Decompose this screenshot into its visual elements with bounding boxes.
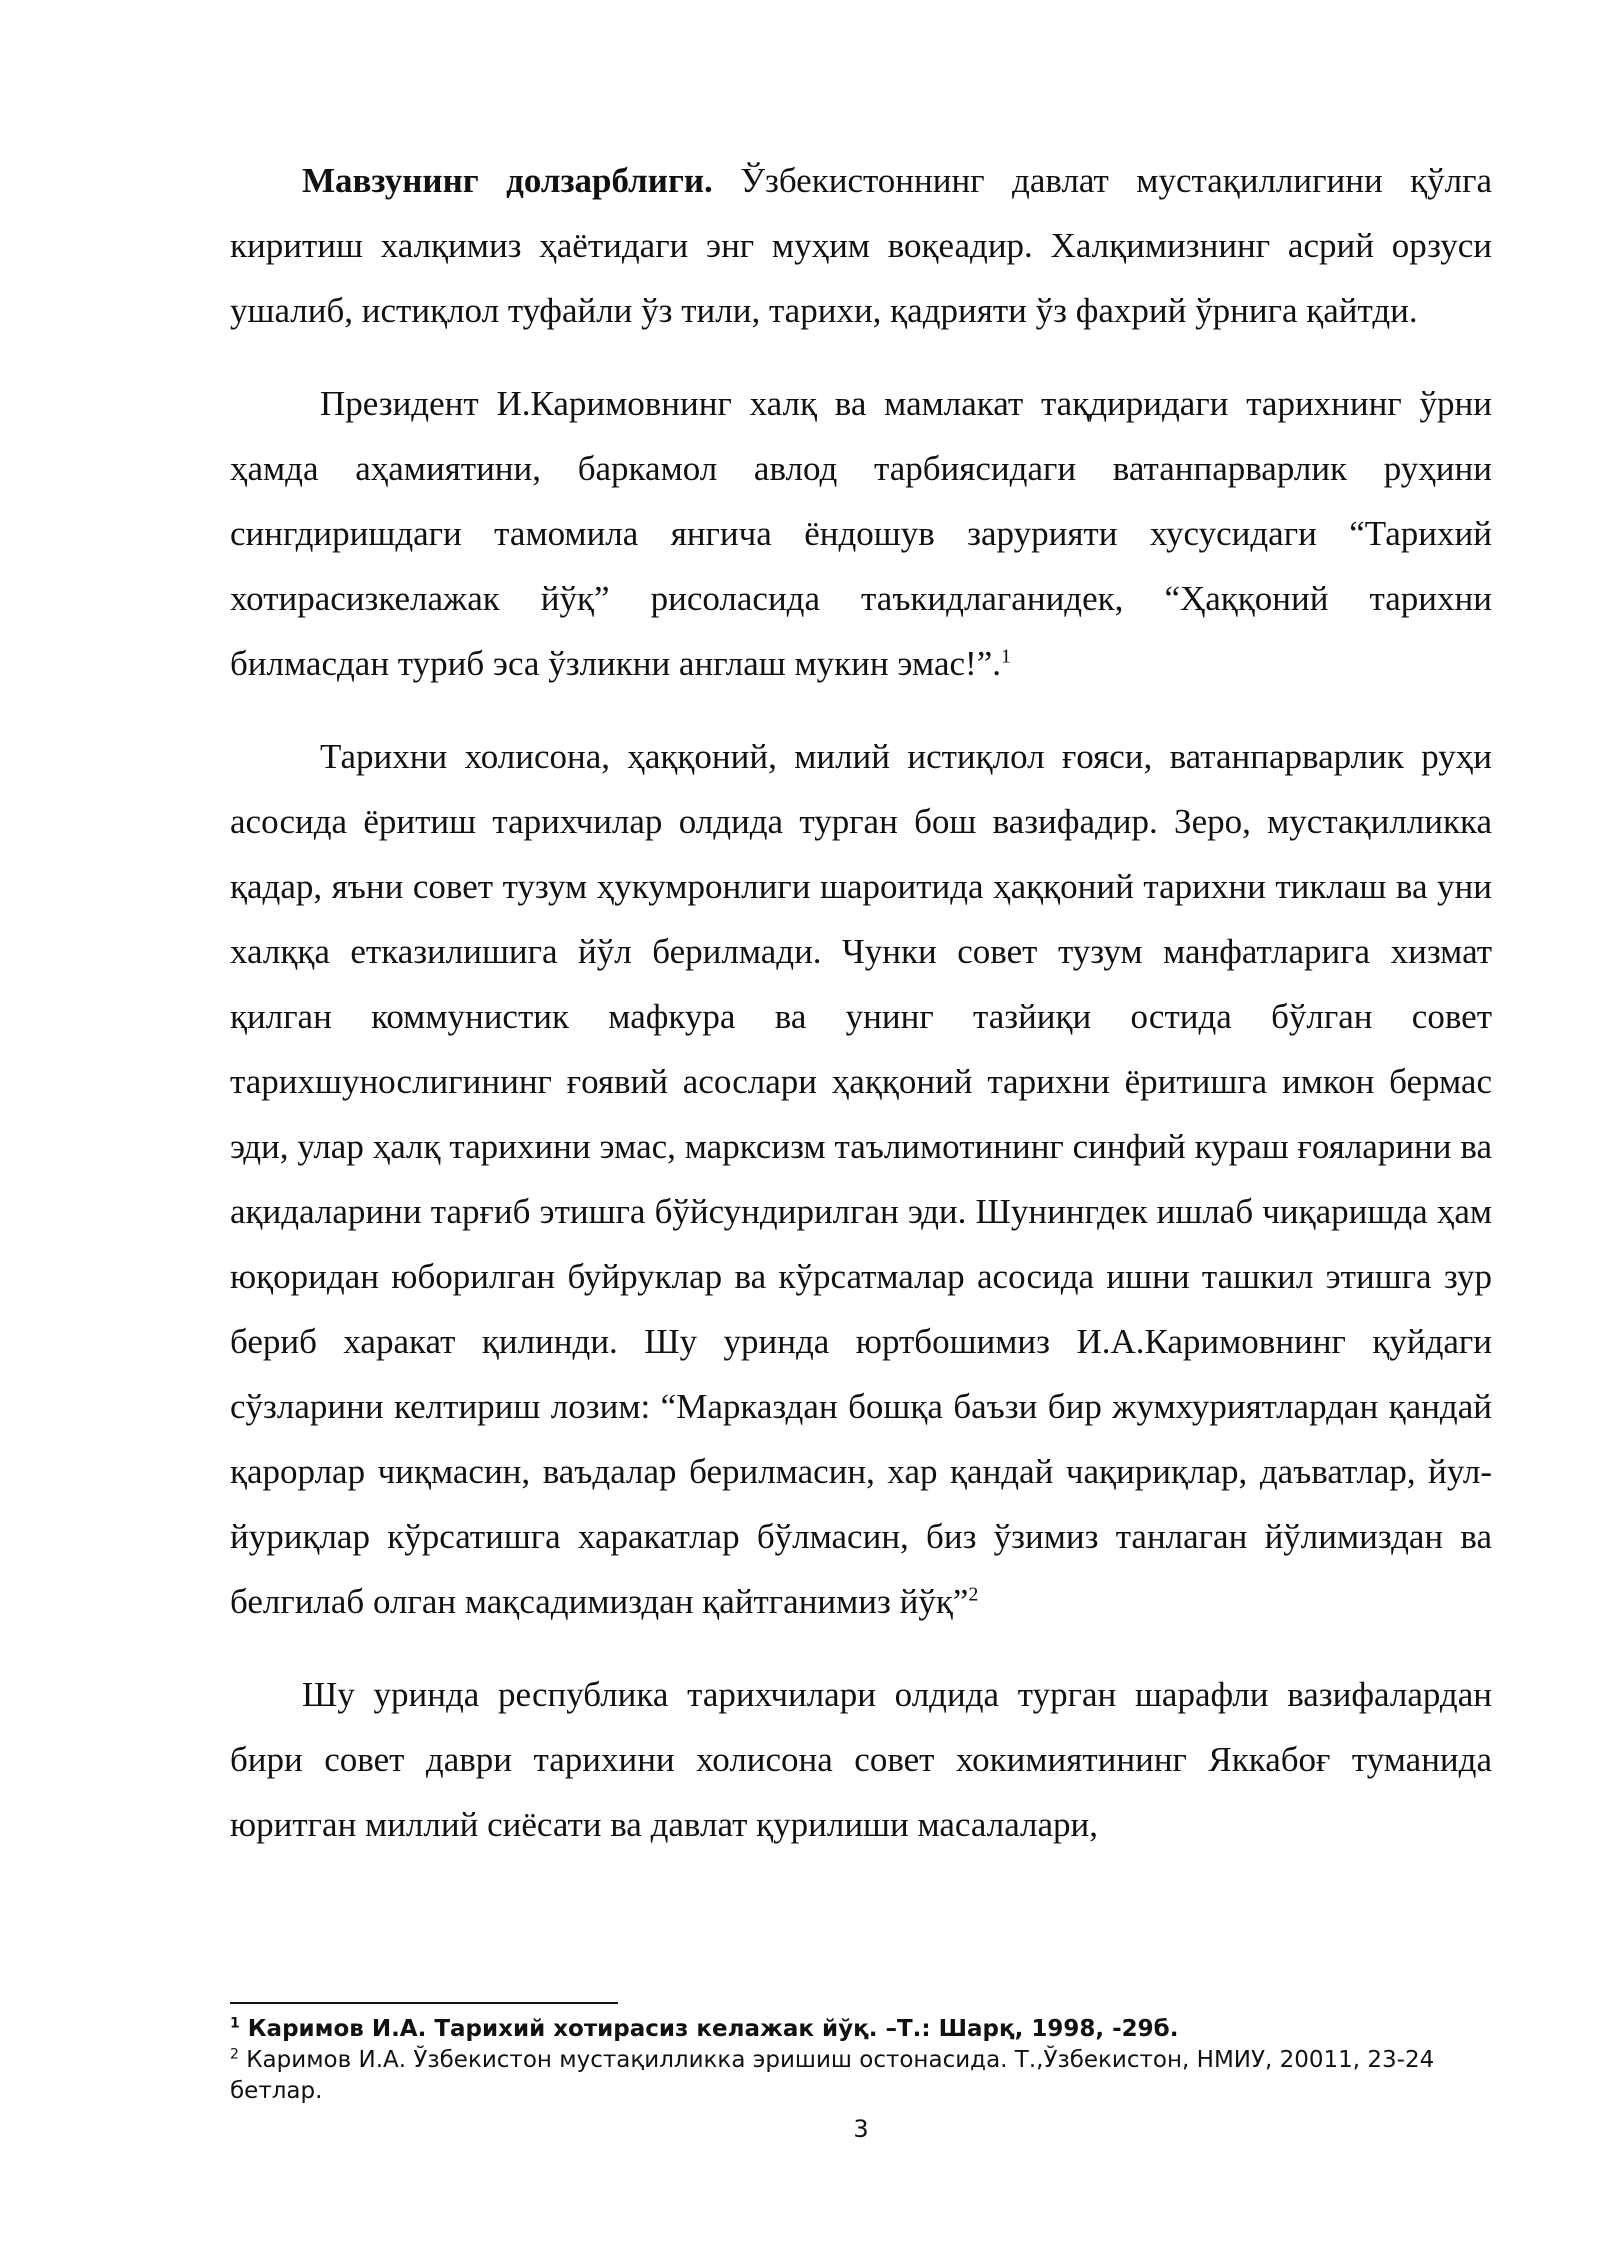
footnote-1 — [230, 2014, 1492, 2045]
page-number: 3 — [853, 2115, 869, 2143]
paragraph-relevance — [230, 148, 1492, 343]
paragraph-text: Тарихни холисона, ҳаққоний, милий истиқлол ғояси, ватанпарварлик руҳи асосида ёритиш тарихчилар олдида турган бош вазифадир. Зеро, мустақилликка қадар, яъни совет тузум ҳукумронлиги шароитида ҳаққоний тарихни тиклаш ва уни халққа етказилишига йўл берилмади. Чунки совет тузум манфатларига хизмат қилган коммунистик мафкура ва унинг тазйиқи остида бўлган совет тарихшунослигининг ғоявий асослари ҳаққоний тарихни ёритишга имкон бермас эди, улар ҳалқ тарихини эмас, марксизм таълимотининг синфий кураш ғояларини ва ақидаларини тарғиб этишга бўйсундирилган эди. Шунингдек ишлаб чиқаришда ҳам юқоридан юборилган буйруклар ва кўрсатмалар асосида ишни ташкил этишга зур бериб харакат қилинди. Шу уринда юртбошимиз И.А.Каримовнинг қуйдаги сўзларини келтириш лозим: “Марказдан бошқа баъзи бир жумхуриятлардан қандай қарорлар чиқмасин, ваъдалар берилмасин, хар қандай чақириқлар, даъватлар, йул-йуриқлар кўрсатишга харакатлар бўлмасин, биз ўзимиз танлаган йўлимиздан ва белгилаб олган мақсадимиздан қайтганимиз йўқ” — [230, 737, 1492, 1621]
section-heading: Мавзунинг долзарблиги. — [302, 161, 713, 200]
paragraph-text: Ўзбекистоннинг давлат мустақиллигини қўлга киритиш халқимиз ҳаётидаги энг муҳим воқеадир. Халқимизнинг асрий орзуси ушалиб, истиқлол туфайли ўз тили, тарихи, қадрияти ўз фахрий ўрнига қайтди. — [230, 161, 1492, 330]
footnote-separator — [230, 2002, 618, 2004]
footnote-mark: 2 — [230, 2046, 239, 2063]
footnote-text: Каримов И.А. Тарихий хотирасиз келажак йўқ. –Т.: Шарқ, 1998, -29б. — [239, 2016, 1179, 2042]
footnote-reference-1[interactable]: 1 — [1000, 645, 1011, 668]
paragraph-text: Президент И.Каримовнинг халқ ва мамлакат тақдиридаги тарихнинг ўрни ҳамда аҳамиятини, баркамол авлод тарбиясидаги ватанпарварлик руҳини сингдиришдаги тамомила янгича ёндошув зарурияти хусусидаги “Тарихий хотирасизкелажак йўқ” рисоласида таъкидлаганидек, “Ҳаққоний тарихни билмасдан туриб эса ўзликни англаш мукин эмас!”. — [230, 384, 1492, 683]
paragraph-history-task — [230, 724, 1492, 1634]
footnote-reference-2[interactable]: 2 — [968, 1583, 979, 1606]
footnotes — [230, 2014, 1492, 2107]
footnote-text: Каримов И.А. Ўзбекистон мустақилликка эришиш остонасида. Т.,Ўзбекистон, НМИУ, 20011, 23-24 бетлар. — [230, 2047, 1435, 2104]
page-body — [230, 148, 1492, 1885]
paragraph-president-quote — [230, 371, 1492, 696]
footnote-2 — [230, 2045, 1492, 2107]
footnote-mark: 1 — [230, 2015, 240, 2032]
paragraph-text: Шу уринда республика тарихчилари олдида турган шарафли вазифалардан бири совет даври тарихини холисона совет хокимиятининг Яккабоғ туманида юритган миллий сиёсати ва давлат қурилиши масалалари, — [230, 1675, 1492, 1844]
paragraph-republic-historians — [230, 1662, 1492, 1857]
